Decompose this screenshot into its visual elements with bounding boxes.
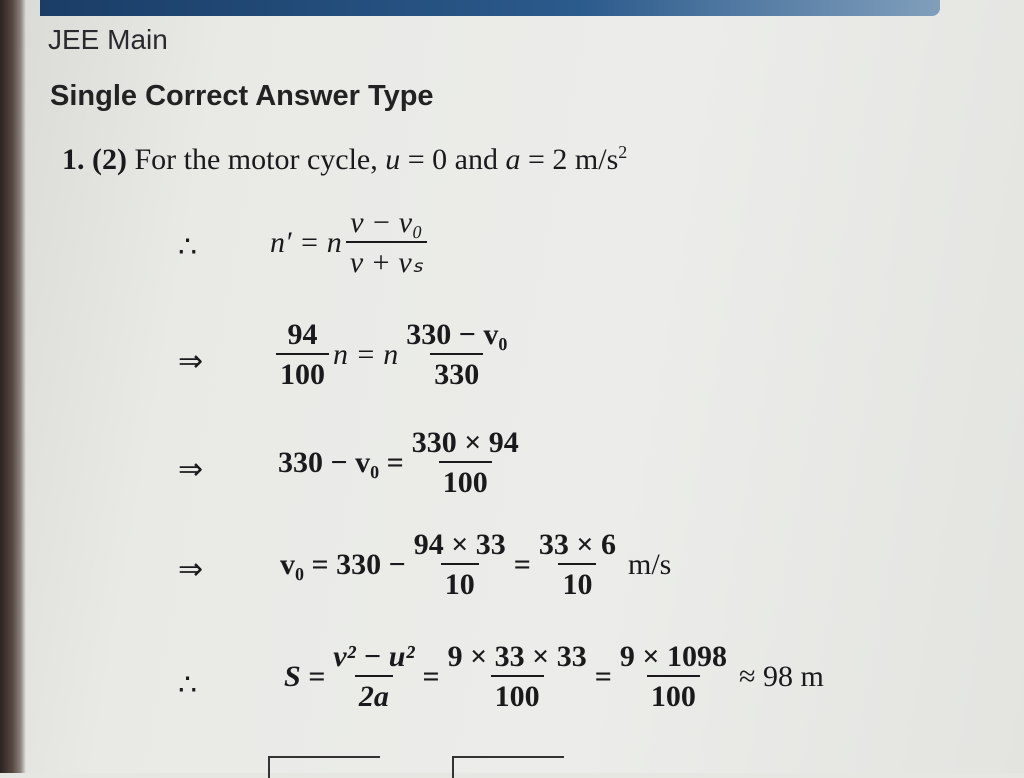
step2-fraction-2: [402, 318, 511, 391]
step4-f1-den: 10: [441, 563, 479, 601]
exam-label: JEE Main: [48, 24, 168, 55]
section-heading: Single Correct Answer Type: [50, 80, 434, 112]
step3-lhs: 330 − v₀ =: [278, 445, 404, 479]
question-statement: [62, 142, 627, 177]
step5-lhs: S =: [284, 659, 326, 693]
implies-symbol-4: ⇒: [178, 553, 204, 586]
step2-f2-den: 330: [430, 353, 483, 391]
step5-eq1: =: [422, 659, 440, 693]
step2-f1-den: 100: [276, 353, 329, 391]
step5-f3-num: 9 × 1098: [619, 640, 727, 673]
step5-fraction-1: [329, 640, 418, 713]
step5-f2-num: 9 × 33 × 33: [447, 640, 587, 673]
cond-eq0: = 0 and: [400, 143, 506, 176]
step5-f1-den: 2a: [355, 675, 393, 713]
statement-text: For the motor cycle,: [134, 143, 378, 176]
step4-unit: m/s: [628, 547, 672, 581]
equation-step-2: [272, 318, 515, 391]
step4-f2-num: 33 × 6: [538, 528, 617, 561]
implies-symbol-3: ⇒: [178, 453, 204, 486]
equation-step-5: [284, 640, 824, 713]
step3-fraction: [408, 426, 523, 499]
equation-step-1: [270, 206, 431, 279]
step5-result: ≈ 98 m: [738, 659, 824, 693]
step1-numerator: v − v₀: [350, 206, 423, 239]
step3-den: 100: [439, 461, 492, 499]
page-top-band: [40, 0, 940, 16]
cond-exp: 2: [618, 142, 628, 162]
step4-f1-num: 94 × 33: [413, 528, 506, 561]
step4-fraction-1: [410, 528, 510, 601]
therefore-symbol-5: ∴: [178, 669, 198, 702]
step5-eq2: =: [594, 659, 612, 693]
next-bracket-1: [268, 756, 380, 778]
step5-f3-den: 100: [647, 675, 700, 713]
step5-fraction-3: [616, 640, 731, 713]
step5-f1-num: v² − u²: [333, 640, 415, 673]
equation-step-4: [280, 528, 671, 601]
step5-f2-den: 100: [491, 675, 544, 713]
step4-eq: =: [513, 547, 531, 581]
book-binding-shadow: [0, 0, 26, 773]
step4-f2-den: 10: [558, 563, 596, 601]
step2-f2-num: 330 − v₀: [406, 318, 508, 351]
step1-fraction: [346, 206, 427, 279]
question-number: 1.: [62, 143, 85, 176]
equation-step-3: [278, 426, 527, 499]
step2-f1-num: 94: [287, 318, 318, 351]
cond-val: = 2 m/s: [520, 143, 619, 176]
step2-mid: n = n: [333, 337, 399, 371]
step2-fraction-1: [276, 318, 329, 391]
step1-denominator: v + vₛ: [346, 241, 427, 279]
step5-fraction-2: [444, 640, 591, 713]
answer-option: (2): [92, 143, 127, 176]
step3-num: 330 × 94: [411, 426, 519, 459]
var-a: a: [505, 143, 521, 176]
step4-fraction-2: [535, 528, 620, 601]
var-u: u: [385, 143, 401, 176]
step1-lhs: n′ = n: [270, 225, 342, 259]
step4-lhs: v₀ = 330 −: [280, 547, 406, 581]
implies-symbol-2: ⇒: [178, 345, 204, 378]
next-bracket-2: [452, 756, 564, 778]
therefore-symbol-1: ∴: [178, 231, 198, 264]
